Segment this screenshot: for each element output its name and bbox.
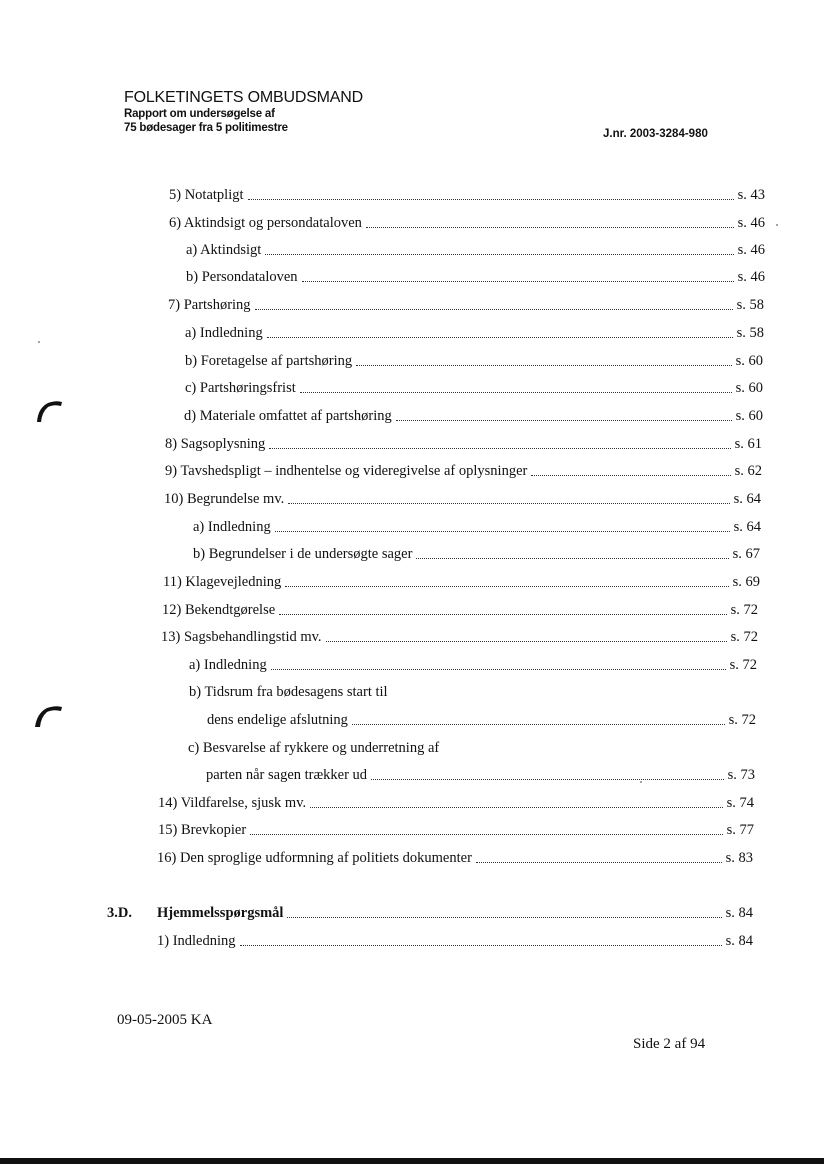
toc-section-entry bbox=[157, 904, 753, 922]
toc-entry-page: s. 73 bbox=[727, 767, 755, 783]
toc-entry-label: 16) Den sproglige udformning af politiets dokumenter bbox=[157, 850, 472, 866]
report-subtitle-line-2: 75 bødesager fra 5 politimestre bbox=[124, 122, 288, 134]
toc-leader-dots bbox=[275, 531, 730, 532]
toc-leader-dots bbox=[371, 779, 724, 780]
toc-entry-label: c) Partshøringsfrist bbox=[185, 380, 296, 396]
toc-entry-page: s. 72 bbox=[728, 712, 756, 728]
footer-page-indicator: Side 2 af 94 bbox=[633, 1036, 706, 1052]
toc-entry bbox=[189, 656, 757, 674]
toc-entry bbox=[207, 711, 756, 729]
toc-entry-page: s. 46 bbox=[737, 215, 765, 231]
toc-entry-label: 10) Begrundelse mv. bbox=[164, 491, 285, 507]
toc-entry bbox=[193, 518, 761, 536]
toc-section-label: Hjemmelsspørgsmål bbox=[157, 905, 284, 921]
toc-entry-label: c) Besvarelse af rykkere og underretning af bbox=[188, 740, 440, 756]
toc-leader-dots bbox=[287, 917, 721, 918]
toc-entry bbox=[169, 214, 765, 232]
toc-entry bbox=[185, 324, 764, 342]
toc-entry bbox=[162, 601, 758, 619]
toc-entry-page: s. 72 bbox=[730, 602, 758, 618]
toc-entry-label: a) Indledning bbox=[185, 325, 263, 341]
toc-entry-page: s. 61 bbox=[734, 436, 762, 452]
toc-leader-dots bbox=[248, 199, 734, 200]
toc-leader-dots bbox=[250, 834, 722, 835]
toc-entry-page: s. 72 bbox=[729, 657, 757, 673]
toc-entry-page: s. 74 bbox=[726, 795, 754, 811]
toc-entry-page: s. 46 bbox=[737, 242, 765, 258]
toc-leader-dots bbox=[285, 586, 728, 587]
toc-entry-page: s. 72 bbox=[730, 629, 758, 645]
toc-entry-label: dens endelige afslutning bbox=[207, 712, 348, 728]
toc-entry-label: a) Indledning bbox=[193, 519, 271, 535]
toc-entry bbox=[165, 462, 762, 480]
toc-entry-page: s. 77 bbox=[726, 822, 754, 838]
toc-entry-label: 13) Sagsbehandlingstid mv. bbox=[161, 629, 322, 645]
toc-entry-page: s. 69 bbox=[732, 574, 760, 590]
footer-date: 09-05-2005 KA bbox=[117, 1012, 213, 1028]
toc-entry-label: b) Persondataloven bbox=[186, 269, 298, 285]
toc-entry-label: 6) Aktindsigt og persondataloven bbox=[169, 215, 362, 231]
toc-entry-page: s. 64 bbox=[733, 491, 761, 507]
toc-entry-label: a) Aktindsigt bbox=[186, 242, 262, 258]
scan-edge-bar bbox=[0, 1158, 824, 1164]
toc-entry-label: b) Tidsrum fra bødesagens start til bbox=[189, 684, 388, 700]
organization-title: FOLKETINGETS OMBUDSMAND bbox=[124, 89, 363, 106]
toc-entry-label: 8) Sagsoplysning bbox=[165, 436, 266, 452]
toc-leader-dots bbox=[352, 724, 725, 725]
toc-entry-label: d) Materiale omfattet af partshøring bbox=[184, 408, 392, 424]
toc-entry-page: s. 46 bbox=[737, 269, 765, 285]
toc-entry-label: a) Indledning bbox=[189, 657, 267, 673]
toc-entry bbox=[158, 821, 754, 839]
toc-leader-dots bbox=[271, 669, 726, 670]
toc-entry bbox=[165, 435, 762, 453]
toc-leader-dots bbox=[416, 558, 728, 559]
toc-entry-page: s. 83 bbox=[725, 850, 753, 866]
toc-leader-dots bbox=[396, 420, 732, 421]
toc-entry-page: s. 58 bbox=[736, 325, 764, 341]
report-subtitle-line-1: Rapport om undersøgelse af bbox=[124, 108, 275, 120]
toc-entry-label: 15) Brevkopier bbox=[158, 822, 247, 838]
toc-entry bbox=[168, 296, 764, 314]
toc-leader-dots bbox=[267, 337, 733, 338]
toc-entry bbox=[164, 490, 761, 508]
toc-leader-dots bbox=[302, 281, 734, 282]
toc-entry-page: s. 60 bbox=[735, 408, 763, 424]
toc-entry bbox=[186, 268, 765, 286]
toc-entry bbox=[185, 352, 763, 370]
toc-entry bbox=[193, 545, 760, 563]
toc-entry bbox=[161, 628, 758, 646]
toc-leader-dots bbox=[531, 475, 730, 476]
toc-entry bbox=[206, 766, 755, 784]
toc-entry bbox=[184, 407, 763, 425]
toc-entry bbox=[186, 241, 765, 259]
toc-entry-page: s. 67 bbox=[732, 546, 760, 562]
toc-leader-dots bbox=[265, 254, 733, 255]
toc-entry-page: s. 60 bbox=[735, 380, 763, 396]
toc-entry-label: 7) Partshøring bbox=[168, 297, 251, 313]
scan-speck bbox=[776, 224, 778, 226]
section-number: 3.D. bbox=[107, 905, 132, 921]
toc-entry-label: 12) Bekendtgørelse bbox=[162, 602, 276, 618]
toc-leader-dots bbox=[366, 227, 734, 228]
toc-leader-dots bbox=[310, 807, 722, 808]
binder-hole-mark bbox=[34, 398, 64, 424]
toc-entry-page: s. 84 bbox=[725, 933, 753, 949]
toc-entry-label: b) Begrundelser i de undersøgte sager bbox=[193, 546, 413, 562]
toc-entry bbox=[169, 186, 765, 204]
toc-leader-dots bbox=[300, 392, 732, 393]
toc-entry-page: s. 58 bbox=[736, 297, 764, 313]
toc-entry-label: b) Foretagelse af partshøring bbox=[185, 353, 353, 369]
scan-speck bbox=[38, 341, 40, 343]
toc-leader-dots bbox=[279, 614, 726, 615]
scan-speck bbox=[640, 781, 642, 783]
toc-leader-dots bbox=[356, 365, 731, 366]
toc-entry-label: 14) Vildfarelse, sjusk mv. bbox=[158, 795, 307, 811]
toc-leader-dots bbox=[326, 641, 727, 642]
toc-leader-dots bbox=[288, 503, 729, 504]
toc-section-page: s. 84 bbox=[725, 905, 753, 921]
toc-entry-label: 11) Klagevejledning bbox=[163, 574, 282, 590]
toc-leader-dots bbox=[240, 945, 722, 946]
binder-hole-mark bbox=[32, 703, 64, 729]
toc-entry-page: s. 60 bbox=[735, 353, 763, 369]
toc-entry bbox=[157, 932, 753, 950]
toc-entry bbox=[185, 379, 763, 397]
toc-entry bbox=[157, 849, 753, 867]
toc-entry bbox=[158, 794, 754, 812]
toc-entry-label: parten når sagen trækker ud bbox=[206, 767, 368, 783]
toc-entry bbox=[163, 573, 760, 591]
toc-leader-dots bbox=[269, 448, 730, 449]
toc-entry-page: s. 62 bbox=[734, 463, 762, 479]
toc-leader-dots bbox=[476, 862, 722, 863]
toc-entry-label: 1) Indledning bbox=[157, 933, 236, 949]
toc-entry-label: 9) Tavshedspligt – indhentelse og videregivelse af oplysninger bbox=[165, 463, 528, 479]
toc-entry-page: s. 43 bbox=[737, 187, 765, 203]
toc-entry-label: 5) Notatpligt bbox=[169, 187, 244, 203]
toc-entry-page: s. 64 bbox=[733, 519, 761, 535]
journal-number: J.nr. 2003-3284-980 bbox=[603, 128, 708, 140]
toc-leader-dots bbox=[255, 309, 733, 310]
